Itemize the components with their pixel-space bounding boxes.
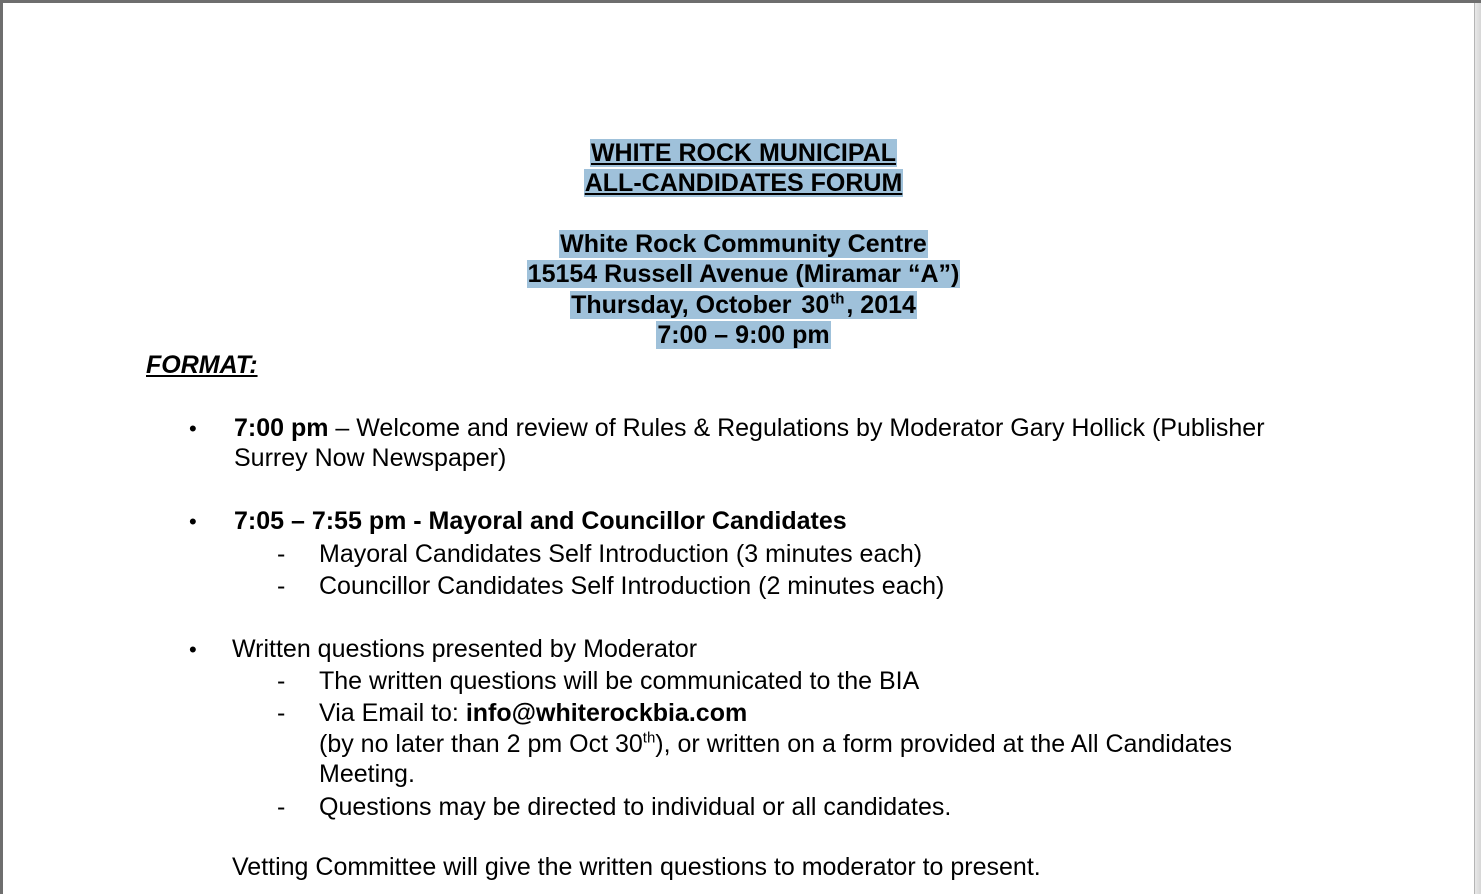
dash-icon: -: [277, 699, 286, 727]
item-1-continuation: Surrey Now Newspaper): [234, 444, 507, 472]
item-3-sub-3: Questions may be directed to individual or all candidates.: [319, 793, 952, 821]
email-address: info@whiterockbia.com: [465, 699, 748, 727]
bullet-icon: •: [189, 416, 197, 441]
dash-icon: -: [277, 540, 286, 568]
bullet-icon: •: [189, 637, 197, 662]
address-line: 15154 Russell Avenue (Miramar “A”): [527, 260, 960, 288]
item-2-heading: 7:05 – 7:55 pm - Mayoral and Councillor Candidates: [234, 507, 847, 535]
item-3-sub-1: The written questions will be communicated to the BIA: [319, 667, 920, 695]
item-3-sub-2-continuation-2: Meeting.: [319, 760, 415, 788]
date-day: 30th: [801, 290, 845, 319]
format-label: FORMAT:: [146, 351, 258, 379]
time-line: 7:00 – 9:00 pm: [657, 321, 830, 349]
item-3-sub-2: Via Email to: info@whiterockbia.com: [319, 699, 748, 727]
item-2-sub-1: Mayoral Candidates Self Introduction (3 minutes each): [319, 540, 923, 568]
vetting-note: Vetting Committee will give the written questions to moderator to present.: [232, 853, 1041, 881]
bullet-icon: •: [189, 509, 197, 534]
item-3-heading: Written questions presented by Moderator: [232, 635, 698, 663]
dash-icon: -: [277, 667, 286, 695]
dash-icon: -: [277, 793, 286, 821]
item-1-line: 7:00 pm – Welcome and review of Rules & Regulations by Moderator Gary Hollick (Publisher: [234, 414, 1265, 442]
title-line-2: ALL-CANDIDATES FORUM: [584, 169, 903, 197]
dash-icon: -: [277, 572, 286, 600]
item-2-sub-2: Councillor Candidates Self Introduction (2 minutes each): [319, 572, 945, 600]
item-1-time: 7:00 pm: [234, 414, 329, 442]
scrollbar[interactable]: [1474, 3, 1481, 894]
venue-line: White Rock Community Centre: [560, 230, 927, 258]
date-line: Thursday, October 30th, 2014: [571, 290, 916, 319]
title-line-1: WHITE ROCK MUNICIPAL: [590, 139, 897, 167]
item-3-sub-2-continuation: (by no later than 2 pm Oct 30th), or written on a form provided at the All Candidates: [319, 729, 1232, 758]
